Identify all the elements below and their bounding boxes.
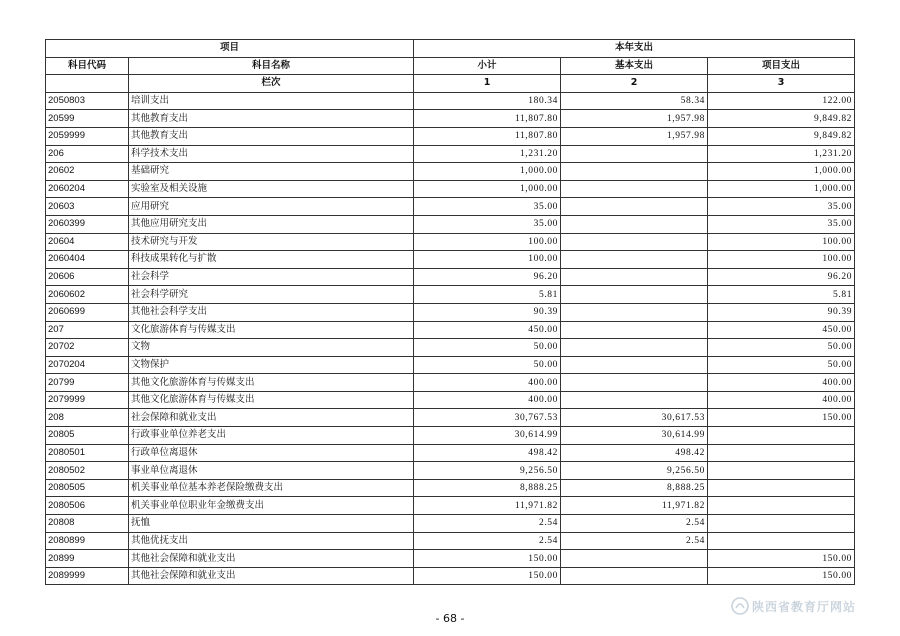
subject-name-cell: 行政单位离退休 [129, 444, 414, 462]
project-expenditure-cell [708, 497, 855, 515]
table-row [46, 110, 855, 128]
subject-code-cell: 2060204 [46, 180, 129, 198]
header-row-column-index [46, 75, 855, 93]
table-row [46, 321, 855, 339]
basic-expenditure-cell [561, 251, 708, 269]
subject-code-cell: 2060699 [46, 303, 129, 321]
basic-expenditure-cell [561, 198, 708, 216]
basic-expenditure-cell [561, 303, 708, 321]
subject-code-cell: 2080502 [46, 462, 129, 480]
project-expenditure-cell [708, 479, 855, 497]
subtotal-cell: 11,807.80 [414, 127, 561, 145]
project-expenditure-cell: 9,849.82 [708, 127, 855, 145]
column-index-2: 2 [561, 75, 708, 93]
subject-code-cell: 20606 [46, 268, 129, 286]
subject-name-cell: 行政事业单位养老支出 [129, 427, 414, 445]
subtotal-cell: 30,767.53 [414, 409, 561, 427]
basic-expenditure-cell: 11,971.82 [561, 497, 708, 515]
subject-code-cell: 2060602 [46, 286, 129, 304]
table-row [46, 268, 855, 286]
column-index-label: 栏次 [129, 75, 414, 93]
project-expenditure-cell: 400.00 [708, 374, 855, 392]
table-row [46, 356, 855, 374]
table-row [46, 286, 855, 304]
subtotal-cell: 1,231.20 [414, 145, 561, 163]
subject-name-cell: 抚恤 [129, 515, 414, 533]
subtotal-cell: 150.00 [414, 550, 561, 568]
subject-code-cell: 20603 [46, 198, 129, 216]
table-row [46, 127, 855, 145]
project-expenditure-cell: 35.00 [708, 198, 855, 216]
project-expenditure-cell: 90.39 [708, 303, 855, 321]
subtotal-cell: 400.00 [414, 374, 561, 392]
subtotal-cell: 96.20 [414, 268, 561, 286]
subtotal-cell: 498.42 [414, 444, 561, 462]
project-expenditure-cell [708, 515, 855, 533]
header-current-year-expenditure: 本年支出 [414, 40, 855, 58]
subject-name-cell: 文物 [129, 339, 414, 357]
basic-expenditure-cell: 1,957.98 [561, 127, 708, 145]
basic-expenditure-cell [561, 145, 708, 163]
subtotal-cell: 100.00 [414, 233, 561, 251]
column-index-3: 3 [708, 75, 855, 93]
subtotal-cell: 2.54 [414, 515, 561, 533]
subject-code-cell: 20604 [46, 233, 129, 251]
subject-code-cell: 20805 [46, 427, 129, 445]
subject-name-cell: 科学技术支出 [129, 145, 414, 163]
project-expenditure-cell: 9,849.82 [708, 110, 855, 128]
project-expenditure-cell: 35.00 [708, 215, 855, 233]
table-row [46, 427, 855, 445]
subject-code-cell: 2070204 [46, 356, 129, 374]
project-expenditure-cell: 50.00 [708, 356, 855, 374]
subject-name-cell: 文化旅游体育与传媒支出 [129, 321, 414, 339]
table-row [46, 444, 855, 462]
subtotal-cell: 30,614.99 [414, 427, 561, 445]
basic-expenditure-cell: 30,617.53 [561, 409, 708, 427]
subject-code-cell: 206 [46, 145, 129, 163]
watermark [730, 594, 856, 618]
project-expenditure-cell [708, 462, 855, 480]
basic-expenditure-cell [561, 567, 708, 585]
project-expenditure-cell: 100.00 [708, 233, 855, 251]
header-row-columns [46, 57, 855, 75]
table-row [46, 233, 855, 251]
subtotal-cell: 150.00 [414, 567, 561, 585]
table-row [46, 251, 855, 269]
subject-name-cell: 其他社会科学支出 [129, 303, 414, 321]
subtotal-cell: 400.00 [414, 391, 561, 409]
subject-name-cell: 机关事业单位基本养老保险缴费支出 [129, 479, 414, 497]
table-row [46, 163, 855, 181]
subject-name-cell: 其他教育支出 [129, 127, 414, 145]
project-expenditure-cell [708, 532, 855, 550]
subtotal-cell: 35.00 [414, 198, 561, 216]
table-row [46, 198, 855, 216]
table-row [46, 92, 855, 110]
subtotal-cell: 2.54 [414, 532, 561, 550]
table-row [46, 532, 855, 550]
subject-code-cell: 2089999 [46, 567, 129, 585]
subtotal-cell: 100.00 [414, 251, 561, 269]
subject-name-cell: 机关事业单位职业年金缴费支出 [129, 497, 414, 515]
project-expenditure-cell: 150.00 [708, 550, 855, 568]
basic-expenditure-cell: 498.42 [561, 444, 708, 462]
basic-expenditure-cell: 30,614.99 [561, 427, 708, 445]
subject-code-cell: 20899 [46, 550, 129, 568]
header-basic-expenditure: 基本支出 [561, 57, 708, 75]
column-index-1: 1 [414, 75, 561, 93]
subject-name-cell: 社会科学 [129, 268, 414, 286]
basic-expenditure-cell [561, 215, 708, 233]
subject-name-cell: 事业单位离退休 [129, 462, 414, 480]
basic-expenditure-cell [561, 163, 708, 181]
project-expenditure-cell: 400.00 [708, 391, 855, 409]
subtotal-cell: 9,256.50 [414, 462, 561, 480]
header-row-top [46, 40, 855, 58]
basic-expenditure-cell [561, 268, 708, 286]
basic-expenditure-cell: 58.34 [561, 92, 708, 110]
table-row [46, 391, 855, 409]
subject-name-cell: 其他文化旅游体育与传媒支出 [129, 374, 414, 392]
subtotal-cell: 11,971.82 [414, 497, 561, 515]
subject-code-cell: 2060404 [46, 251, 129, 269]
column-index-blank [46, 75, 129, 93]
basic-expenditure-cell [561, 391, 708, 409]
subtotal-cell: 450.00 [414, 321, 561, 339]
project-expenditure-cell: 96.20 [708, 268, 855, 286]
table-row [46, 550, 855, 568]
subject-code-cell: 208 [46, 409, 129, 427]
basic-expenditure-cell: 1,957.98 [561, 110, 708, 128]
subject-code-cell: 20702 [46, 339, 129, 357]
subject-name-cell: 社会保障和就业支出 [129, 409, 414, 427]
basic-expenditure-cell [561, 286, 708, 304]
subtotal-cell: 1,000.00 [414, 163, 561, 181]
subject-code-cell: 2080506 [46, 497, 129, 515]
subtotal-cell: 90.39 [414, 303, 561, 321]
project-expenditure-cell: 150.00 [708, 409, 855, 427]
basic-expenditure-cell [561, 321, 708, 339]
subject-code-cell: 2079999 [46, 391, 129, 409]
subject-name-cell: 其他优抚支出 [129, 532, 414, 550]
header-subject-name: 科目名称 [129, 57, 414, 75]
header-project: 项目 [46, 40, 414, 58]
subject-code-cell: 2080505 [46, 479, 129, 497]
basic-expenditure-cell [561, 180, 708, 198]
basic-expenditure-cell: 2.54 [561, 532, 708, 550]
table-row [46, 374, 855, 392]
project-expenditure-cell: 1,000.00 [708, 163, 855, 181]
table-body [46, 92, 855, 585]
subtotal-cell: 1,000.00 [414, 180, 561, 198]
subject-code-cell: 20602 [46, 163, 129, 181]
subject-code-cell: 20799 [46, 374, 129, 392]
header-subject-code: 科目代码 [46, 57, 129, 75]
subtotal-cell: 50.00 [414, 356, 561, 374]
project-expenditure-cell [708, 427, 855, 445]
project-expenditure-cell: 450.00 [708, 321, 855, 339]
subject-code-cell: 2059999 [46, 127, 129, 145]
subject-code-cell: 2080899 [46, 532, 129, 550]
project-expenditure-cell: 5.81 [708, 286, 855, 304]
subject-name-cell: 其他社会保障和就业支出 [129, 567, 414, 585]
subtotal-cell: 8,888.25 [414, 479, 561, 497]
basic-expenditure-cell: 2.54 [561, 515, 708, 533]
header-project-expenditure: 项目支出 [708, 57, 855, 75]
subtotal-cell: 35.00 [414, 215, 561, 233]
page-number: - 68 - [435, 612, 465, 625]
subject-name-cell: 其他教育支出 [129, 110, 414, 128]
subject-name-cell: 基础研究 [129, 163, 414, 181]
subtotal-cell: 50.00 [414, 339, 561, 357]
subject-code-cell: 20808 [46, 515, 129, 533]
basic-expenditure-cell [561, 339, 708, 357]
subject-code-cell: 20599 [46, 110, 129, 128]
subject-name-cell: 科技成果转化与扩散 [129, 251, 414, 269]
table-row [46, 145, 855, 163]
basic-expenditure-cell: 9,256.50 [561, 462, 708, 480]
header-subtotal: 小计 [414, 57, 561, 75]
basic-expenditure-cell [561, 550, 708, 568]
watermark-text: 陕西省教育厅网站 [752, 599, 857, 614]
subtotal-cell: 11,807.80 [414, 110, 561, 128]
table-row [46, 409, 855, 427]
subject-name-cell: 社会科学研究 [129, 286, 414, 304]
basic-expenditure-cell [561, 233, 708, 251]
table-row [46, 339, 855, 357]
subtotal-cell: 5.81 [414, 286, 561, 304]
table-row [46, 180, 855, 198]
subject-code-cell: 207 [46, 321, 129, 339]
watermark-logo-icon [730, 596, 750, 616]
subject-name-cell: 应用研究 [129, 198, 414, 216]
table-row [46, 567, 855, 585]
table-row [46, 515, 855, 533]
subject-name-cell: 实验室及相关设施 [129, 180, 414, 198]
basic-expenditure-cell [561, 374, 708, 392]
project-expenditure-cell: 1,231.20 [708, 145, 855, 163]
table-row [46, 215, 855, 233]
table-row [46, 462, 855, 480]
project-expenditure-cell: 1,000.00 [708, 180, 855, 198]
project-expenditure-cell: 100.00 [708, 251, 855, 269]
subject-name-cell: 培训支出 [129, 92, 414, 110]
budget-expenditure-table [45, 39, 855, 585]
subject-name-cell: 文物保护 [129, 356, 414, 374]
subject-name-cell: 技术研究与开发 [129, 233, 414, 251]
project-expenditure-cell: 122.00 [708, 92, 855, 110]
project-expenditure-cell: 150.00 [708, 567, 855, 585]
project-expenditure-cell: 50.00 [708, 339, 855, 357]
subject-name-cell: 其他文化旅游体育与传媒支出 [129, 391, 414, 409]
subject-name-cell: 其他社会保障和就业支出 [129, 550, 414, 568]
subject-code-cell: 2050803 [46, 92, 129, 110]
table-row [46, 303, 855, 321]
subject-name-cell: 其他应用研究支出 [129, 215, 414, 233]
basic-expenditure-cell [561, 356, 708, 374]
subject-code-cell: 2080501 [46, 444, 129, 462]
subject-code-cell: 2060399 [46, 215, 129, 233]
subtotal-cell: 180.34 [414, 92, 561, 110]
project-expenditure-cell [708, 444, 855, 462]
table-row [46, 497, 855, 515]
table-row [46, 479, 855, 497]
basic-expenditure-cell: 8,888.25 [561, 479, 708, 497]
